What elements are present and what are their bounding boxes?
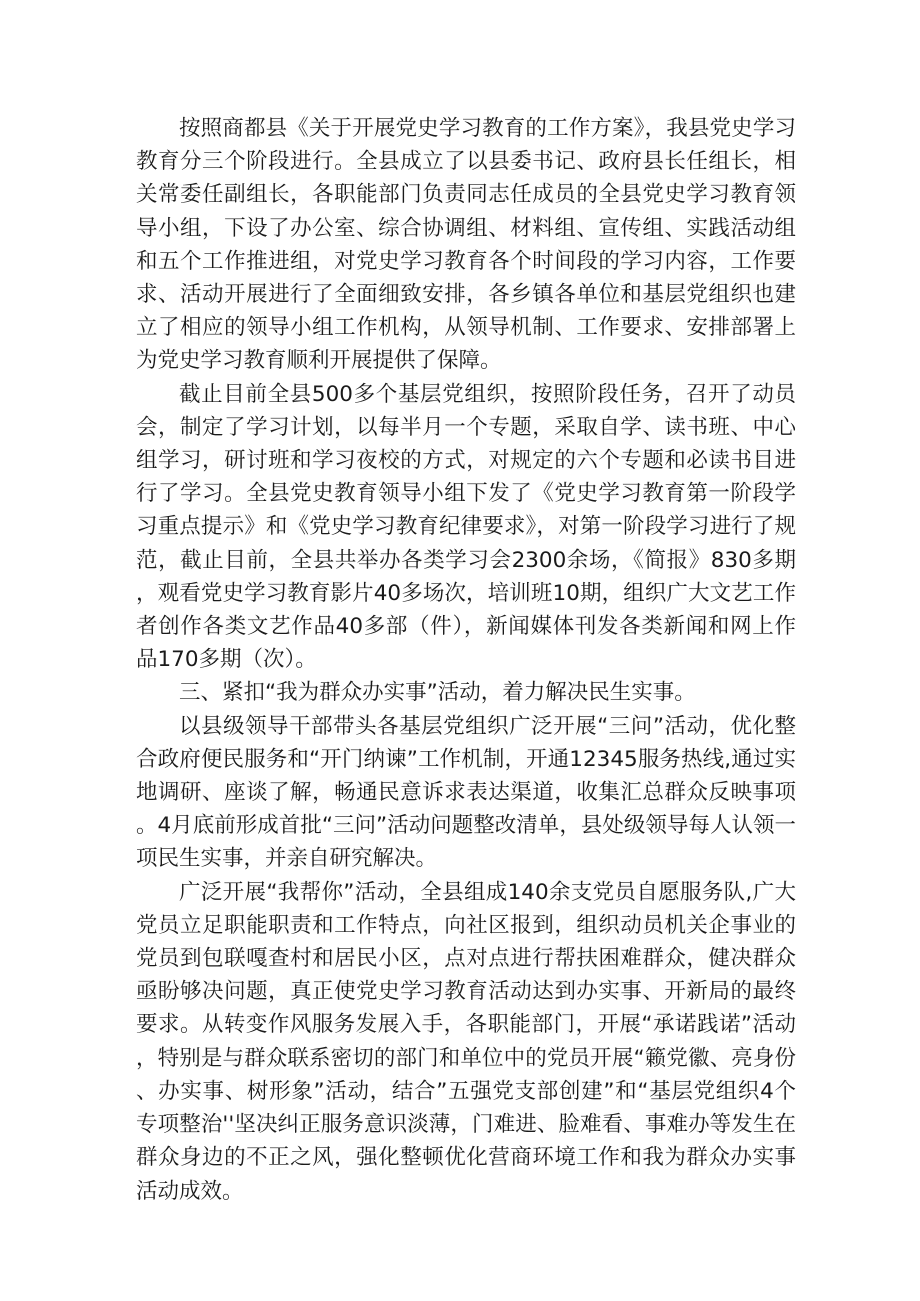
document-body [136,112,796,1208]
paragraph-progress: 截止目前全县500多个基层党组织，按照阶段任务，召开了动员会，制定了学习计划，以每半月一个专题，采取自学、读书班、中心组学习，研讨班和学习夜校的方式，对规定的六个专题和必读书目进行了学习。全县党史教育领导小组下发了《党史学习教育第一阶段学习重点提示》和《党史学习教育纪律要求》，对第一阶段学习进行了规范，截止目前，全县共举办各类学习会2300余场，《简报》830多期，观看党史学习教育影片40多场次，培训班10期，组织广大文艺工作者创作各类文艺作品40多部（件），新闻媒体刊发各类新闻和网上作品170多期（次）。 [136,381,797,673]
paragraph-study-plan: 按照商都县《关于开展党史学习教育的工作方案》，我县党史学习教育分三个阶段进行。全县成立了以县委书记、政府县长任组长，相关常委任副组长，各职能部门负责同志任成员的全县党史学习教育领导小组，下设了办公室、综合协调组、材料组、宣传组、实践活动组和五个工作推进组，对党史学习教育各个时间段的学习内容，工作要求、活动开展进行了全面细致安排，各乡镇各单位和基层党组织也建立了相应的领导小组工作机构，从领导机制、工作要求、安排部署上为党史学习教育顺利开展提供了保障。 [136,116,796,374]
paragraph-volunteer-service: 广泛开展“我帮你”活动，全县组成140余支党员自愿服务队,广大党员立足职能职责和工作特点，向社区报到，组织动员机关企事业的党员到包联嘎查村和居民小区，点对点进行帮扶困难群众，健决群众亟盼够决问题，真正使党史学习教育活动达到办实事、开新局的最终要求。从转变作风服务发展入手，各职能部门，开展“承诺践诺”活动，特别是与群众联系密切的部门和单位中的党员开展“籁党徽、亮身份、办实事、树形象”活动，结合”五强党支部创建”和“基层党组织4个专项整治''坚决纠正服务意识淡薄，门难进、脸难看、事难办等发生在群众身边的不正之风，强化整顿优化营商环境工作和我为群众办实事活动成效。 [136,879,796,1204]
section-heading-three: 三、紧扣“我为群众办实事”活动，着力解决民生实事。 [179,680,696,706]
paragraph-three-questions: 以县级领导干部带头各基层党组织广泛开展“三问”活动，优化整合政府便民服务和“开门纳谏”工作机制，开通12345服务热线,通过实地调研、座谈了解，畅通民意诉求表达渠道，收集汇总群众反映事项。4月底前形成首批“三问”活动问题整改清单，县处级领导每人认领一项民生实事，并亲自研究解决。 [136,713,796,872]
